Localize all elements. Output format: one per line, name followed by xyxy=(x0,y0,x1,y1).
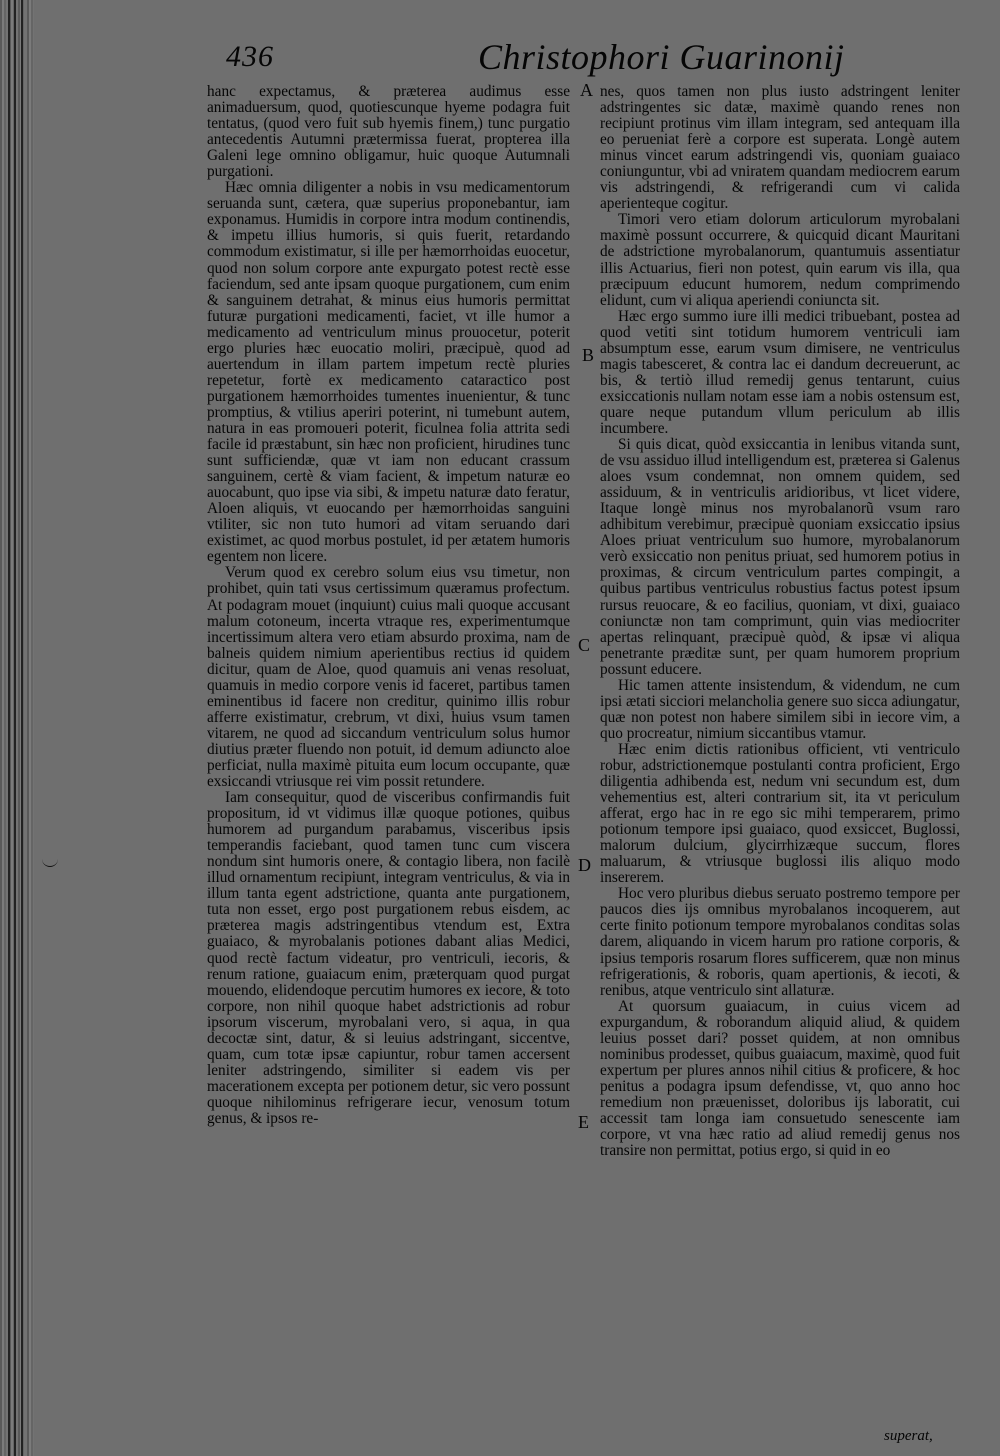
paragraph: Hæc enim dictis rationibus officient, vti ventriculo robur, adstrictionemque postulanti contra proficient, Ergo diligentia adhibenda est, nedum vni secundum est, dum vehementius est, alteri contrarium sit, ita vt periculum afferat, ergo hac in re ego sic mihi temperarem, primo potionum tempore ipsi guaiaco, quod exsiccet, Buglossi, malorum dulcium, glycirrhizæque succum, flores maluarum, & vtriusque buglossi ilis aliquo modo insererem. xyxy=(600,740,960,887)
paragraph: Timori vero etiam dolorum articulorum myrobalani maximè possunt occurrere, & quicquid dicant Mauritani de adstrictione myrobalanorum, quantumuis assentiatur illis Actuarius, fieri non potest, quin earum vis illa, qua præcipuum educunt humorem, nedum comprimendo elidunt, cum vi aliqua aperiendi coniuncta sit. xyxy=(600,211,960,309)
margin-marker-a: A xyxy=(580,80,593,100)
paragraph: Iam consequitur, quod de visceribus confirmandis fuit propositum, id vt vidimus illæ quoque potiones, quibus humorem ad purgandum parabamus, visceribus ipsis temperandis faciebant, quod tamen tunc cum viscera nondum sint humoris onere, & contagio libera, non facilè illud ornamentum recipiunt, integram ventriculus, & via in illum tanta egent adstrictione, quanta ante purgationem, tuta non esset, ergo post purgationem rebus eisdem, ac præterea magis adstringentibus vtendum est, Extra guaiaco, & myrobalanis potiones dabant alias Medici, quod rectè factum videatur, pro ventriculi, iecoris, & renum ratione, guaiacum enim, præterquam quod purgat mouendo, elidendoque percutim humores ex iecore, & toto corpore, non nihil quoque habet adstrictionis ad robur ipsorum viscerum, myrobalani vero, si aqua, in qua decoctæ sint, datur, & si leuius adstringant, siccentve, quam, cum totæ ipsæ capiuntur, robur tamen accersent leniter adstringendo, similiter si eadem vis per macerationem excepta per potionem detur, sic vero possunt quoque nihilominus refrigerare iecur, venosum totum genus, & ipsos re- xyxy=(207,789,570,1127)
paragraph: Hoc vero pluribus diebus seruato postremo tempore per paucos dies ijs omnibus myrobalanos incoquerem, aut certe finito potionum tempore myrobalanos conditas solas darem, aliquando in vicem harum pro ratione corporis, & ipsius temporis rosarum flores sufficerem, quæ non minus refrigerationis, & roboris, quam apertionis, & iecoti, & renibus, atque ventriculo sint allaturæ. xyxy=(600,885,960,999)
binding-line xyxy=(14,0,16,1456)
book-binding-edge xyxy=(0,0,34,1456)
paragraph: hanc expectamus, & præterea audimus esse animaduersum, quod, quotiescunque hyeme podagra fuit tentatus, (quod vero fuit sub hyemis finem,) tunc purgatio antecedentis Autumni prætermissa fuerat, propterea illa Galeni lege omnino obligamur, huic quoque Autumnali purgationi. xyxy=(207,83,570,181)
margin-marker-d: D xyxy=(578,855,591,875)
paragraph: Hic tamen attente insistendum, & videndum, ne cum ipsi ætati sicciori melancholia genere suo sicca adiungatur, quæ non potest non habere similem sibi in iecore vim, a quo procreatur, nimium siccantibus vtamur. xyxy=(600,676,960,742)
paragraph: Si quis dicat, quòd exsiccantia in lenibus vitanda sunt, de vsu assiduo illud intelligendum est, præterea si Galenus aloes vsum condemnat, non omnem quidem, sed assiduum, & in ventriculis aridioribus, vt licet videre, Itaque longè minus nos myrobalanorũ vsum raro adhibitum verebimur, præcipuè quoniam exsiccatio ipsius Aloes priuat ventriculum suo humore, myrobalanorum verò exsiccatio non penitus priuat, sed humorem potius in proximas, & circum ventriculum partes compingit, a quibus partibus ventriculus robustius factus potest ipsum rursus reuocare, & eo facilius, quoniam, vt dixi, guaiaco coniunctæ non tam comprimunt, quin vias mediocriter apertas relinquant, præcipuè quòd, & ipsæ vi aliqua penetrante præditæ sunt, per quam humorem proprium possunt educere. xyxy=(600,436,960,678)
binding-line xyxy=(8,0,10,1456)
catchword: superat, xyxy=(884,1428,933,1444)
paragraph: nes, quos tamen non plus iusto adstringent leniter adstringentes sic datæ, maximè quando renes non recipiunt protinus vim illam integram, sed antequam illa eo perueniat ferè a corpore est superata. Longè autem minus vincet earum adstringendi vis, quoniam guaiaco coniunguntur, vbi ad vniratem quandam mediocrem earum vis adstringendi, & refrigerandi cum vi calida aperienteque cogitur. xyxy=(600,83,960,213)
margin-marker-b: B xyxy=(582,345,595,365)
margin-marker-e: E xyxy=(578,1112,589,1132)
paragraph: Verum quod ex cerebro solum eius vsu timetur, non prohibet, quin tati vsus certissimum quæramus profectum. At podagram mouet (inquiunt) cuius mali quoque accusant malum cotoneum, incerta vtraque res, experimentumque incertissimum altera vero etiam absurdo proxima, nam de balneis quidem nimium aperientibus rectius id quidem dicitur, quam de Aloe, quod quamuis ani venas resoluat, quamuis in medio corpore venis id faceret, partibus tamen eminentibus id facere non creditur, quinimo illis robur afferre existimatur, crebrum, vt dixi, huius vsum tamen vitarem, ne quod ad siccandum ventriculum solus humor diutius præter fluendo non potuit, id demum adiuncto aloe perficiat, nulla maximè pituita eum locum occupante, quæ exsiccandi vtriusque rei vim possit retundere. xyxy=(207,564,570,791)
paragraph: At quorsum guaiacum, in cuius vicem ad expurgandum, & roborandum aliquid aliud, & quidem leuius posset dari? posset quidem, at non omnibus nominibus prodesset, quibus guaiacum, maximè, quod fuit expertum per plures annos nihil citius & proficere, & hoc penitus a podagra ipsum defendisse, vt, quo anno hoc remedium non præuenisset, doloribus ijs laboratit, cui accessit tam longa iam consuetudo senescente iam corpore, vt vna hæc ratio ad aliud remedij genus nos transire non permittat, potius ergo, si quid in eo xyxy=(600,997,960,1160)
left-text-column xyxy=(207,84,570,1127)
page-number: 436 xyxy=(226,40,274,73)
running-head: Christophori Guarinonij xyxy=(478,37,845,77)
margin-marker-c: C xyxy=(578,635,591,655)
paragraph: Hæc ergo summo iure illi medici tribuebant, postea ad quod vetiti sint totidum humorem ventriculi iam absumptum esse, earum vsum dimisere, ne ventriculus magis tabesceret, & contra lac ei dandum decreuerunt, ac bis, & tertiò illud remedij genus tentarunt, cuius exsiccationis nullam notam esse iam a nobis ostensum est, quare neque putandum vllum periculum ab illis incumbere. xyxy=(600,307,960,437)
margin-mark xyxy=(42,858,58,867)
right-text-column xyxy=(600,84,960,1159)
paragraph: Hæc omnia diligenter a nobis in vsu medicamentorum seruanda sunt, cætera, quæ superius proponebantur, iam exponamus. Humidis in corpore intra modum continendis, & impetu illius humoris, si quis fuerit, retardando commodum existimatur, si ille per hæmorrhoidas euocetur, quod non solum corpore ante expurgato potest rectè esse faciendum, sed ante ipsam quoque purgationem, cum enim & sanguinem detrahat, & minus eius humoris permittat futuræ purgationi medicamenti, faciet, vt ille humor a medicamento ad ventriculum minus prouocetur, poterit ergo pluries hæc euocatio moliri, præcipuè, quod ad auertendum in illam partem impetum rectè pluries repetetur, fortè ex medicamento cataractico post purgationem hæmorrhoides tumentes inuenientur, & tunc promptius, & vtilius aperiri poterint, ni tumebunt autem, natura in eas promoueri poterit, ficulnea folia attrita sedi facile id præstabunt, sin hæc non proficient, hirudines tunc sunt sufficiendæ, quæ vt iam non educant crassum sanguinem, certè & viam facient, & impetum naturæ eo auocabunt, quo ipse via sibi, & impetu naturæ dato feratur, Aloen aliquis, vt euocando per hæmorrhoidas sanguini vtiliter, sic non tuto humori ad vitam seruando dari existimet, ac quod morbus postulet, id per ætatem humoris egentem non licere. xyxy=(207,179,570,566)
binding-line xyxy=(21,0,23,1456)
